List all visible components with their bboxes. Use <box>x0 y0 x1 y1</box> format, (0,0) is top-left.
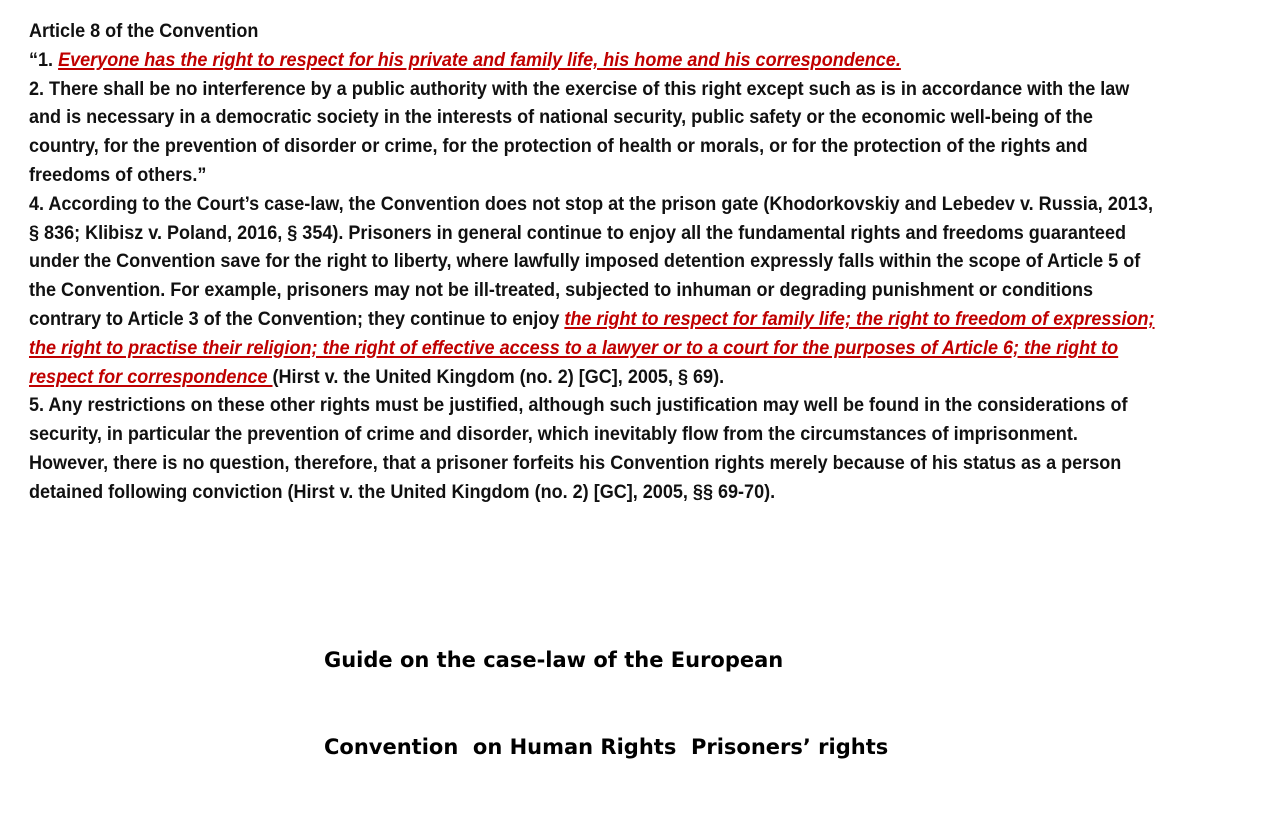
paragraph-4-highlight: the right to respect for family life; the right to freedom of expression; the right to practise their religion; the right of effective access to a lawyer or to a court for the purposes of Article 6; the right to respect for correspondence <box>29 307 1155 388</box>
paragraph-5: 5. Any restrictions on these other rights must be justified, although such justification may well be found in the considerations of security, in particular the prevention of crime and disorder, which inevitably flow from the circumstances of imprisonment. However, there is no question, therefore, that a prisoner forfeits his Convention rights merely because of his status as a person detained following conviction (Hirst v. the United Kingdom (no. 2) [GC], 2005, §§ 69-70). <box>29 394 1128 503</box>
caption-line-1: Guide on the case-law of the European <box>324 648 784 672</box>
article-heading: Article 8 of the Convention <box>29 20 259 42</box>
paragraph-1-highlight: Everyone has the right to respect for his private and family life, his home and his correspondence. <box>58 48 901 71</box>
source-caption <box>324 588 888 820</box>
paragraph-4-text: 4. According to the Court’s case-law, the Convention does not stop at the prison gate (Khodorkovskiy and Lebedev v. Russia, 2013, § 836; Klibisz v. Poland, 2016, § 354). Prisoners in general continue to enjoy all the fundamental rights and freedoms guaranteed under the Convention save for the right to liberty, where lawfully imposed detention expressly falls within the scope of Article 5 of the Convention. For example, prisoners may not be ill-treated, subjected to inhuman or degrading punishment or conditions contrary to Article 3 of the Convention; they continue to enjoy <box>29 192 1153 330</box>
article-text-block <box>29 17 1159 507</box>
paragraph-1 <box>29 46 1159 75</box>
paragraph-1-prefix: “1. <box>29 48 59 71</box>
paragraph-2: 2. There shall be no interference by a public authority with the exercise of this right except such as is in accordance with the law and is necessary in a democratic society in the interests of national security, public safety or the economic well-being of the country, for the prevention of disorder or crime, for the protection of health or morals, or for the protection of the rights and freedoms of others.” <box>29 77 1130 186</box>
paragraph-4-suffix: (Hirst v. the United Kingdom (no. 2) [GC], 2005, § 69). <box>272 365 725 388</box>
caption-line-2: Convention on Human Rights Prisoners’ rights <box>324 735 889 759</box>
paragraph-4 <box>29 190 1159 392</box>
